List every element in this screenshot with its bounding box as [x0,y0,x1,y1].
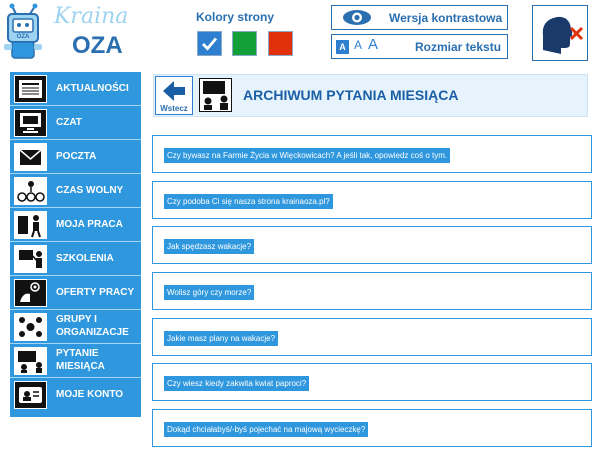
sidebar-item-label: AKTUALNOŚCI [56,83,129,94]
color-swatch-blue[interactable] [197,31,222,56]
groups-icon [14,313,47,341]
sidebar-item-label: MOJE KONTO [56,389,124,400]
sidebar-item-label: CZAT [56,117,82,128]
sidebar-item-oferty-pracy[interactable] [10,276,141,310]
text-size-large-button[interactable]: A [368,36,379,53]
leisure-icon [14,177,47,205]
question-link[interactable]: Wolisz góry czy morze? [164,285,254,300]
question-of-month-icon [199,78,232,112]
back-label: Wstecz [160,104,188,113]
job-offers-icon [14,279,47,307]
back-button[interactable] [155,76,193,115]
page-title: ARCHIWUM PYTANIA MIESIĄCA [243,87,459,103]
question-link[interactable]: Jakie masz plany na wakacje? [164,331,278,346]
sidebar-item-poczta[interactable] [10,140,141,174]
sidebar-item-szkolenia[interactable] [10,242,141,276]
color-swatch-green[interactable] [232,31,257,56]
checkmark-icon [198,32,221,55]
logo-text-oza: OZA [72,32,123,59]
sign-language-button[interactable] [532,5,588,61]
sidebar-item-czas-wolny[interactable] [10,174,141,208]
sidebar-item-label: MOJA PRACA [56,219,123,230]
question-row[interactable] [152,363,592,401]
sidebar-item-label: POCZTA [56,151,97,162]
sidebar-item-grupy-i-organizacje[interactable] [10,310,141,344]
question-row[interactable] [152,409,592,447]
question-row[interactable] [152,181,592,219]
content-header [153,74,588,117]
deaf-head-icon [533,6,587,60]
work-icon [14,211,47,239]
chat-computer-icon [14,109,47,137]
eye-icon [342,9,372,26]
sidebar-item-aktualnosci[interactable] [10,72,141,106]
question-row[interactable] [152,226,592,264]
sidebar-item-label: SZKOLENIA [56,253,114,264]
contrast-version-button[interactable] [331,5,508,30]
question-row[interactable] [152,272,592,310]
sidebar-item-label-line1: PYTANIE [56,348,99,359]
sidebar-item-czat[interactable] [10,106,141,140]
contrast-version-label: Wersja kontrastowa [389,11,503,25]
sidebar-item-label-line2: MIESIĄCA [56,361,105,372]
back-arrow-icon [162,80,186,102]
mail-icon [14,143,47,171]
sidebar-item-moja-praca[interactable] [10,208,141,242]
text-size-small-button[interactable]: A [336,40,349,54]
color-swatch-red[interactable] [268,31,293,56]
question-link[interactable]: Jak spędzasz wakacje? [164,239,254,254]
text-size-control [331,34,508,59]
sidebar-item-label: CZAS WOLNY [56,185,124,196]
question-row[interactable] [152,135,592,173]
question-link[interactable]: Dokąd chciałabyś/-byś pojechać na majową wycieczkę? [164,422,368,437]
page-colors-label: Kolory strony [196,10,275,24]
logo-text-kraina: Kraina [54,4,129,29]
text-size-label: Rozmiar tekstu [415,40,502,54]
newspaper-icon [14,75,47,103]
question-link[interactable]: Czy podoba Ci się nasza strona krainaoza.pl? [164,194,333,209]
account-icon [14,381,47,409]
text-size-medium-button[interactable]: A [354,38,363,52]
kraina-oza-logo[interactable] [2,2,129,64]
sidebar-item-moje-konto[interactable] [10,378,141,412]
sidebar-item-pytanie-miesiaca[interactable] [10,344,141,378]
question-row[interactable] [152,318,592,356]
sidebar-nav [10,72,141,417]
sidebar-item-label-line2: ORGANIZACJE [56,327,129,338]
sidebar-item-label-line1: GRUPY I [56,314,97,325]
question-link[interactable]: Czy wiesz kiedy zakwita kwiat paproci? [164,376,309,391]
logo-badge: OZA [16,34,30,40]
question-link[interactable]: Czy bywasz na Farmie Życia w Więckowicach? A jeśli tak, opowiedz coś o tym. [164,148,450,163]
sidebar-item-label: OFERTY PRACY [56,287,135,298]
question-icon [14,347,47,375]
training-icon [14,245,47,273]
